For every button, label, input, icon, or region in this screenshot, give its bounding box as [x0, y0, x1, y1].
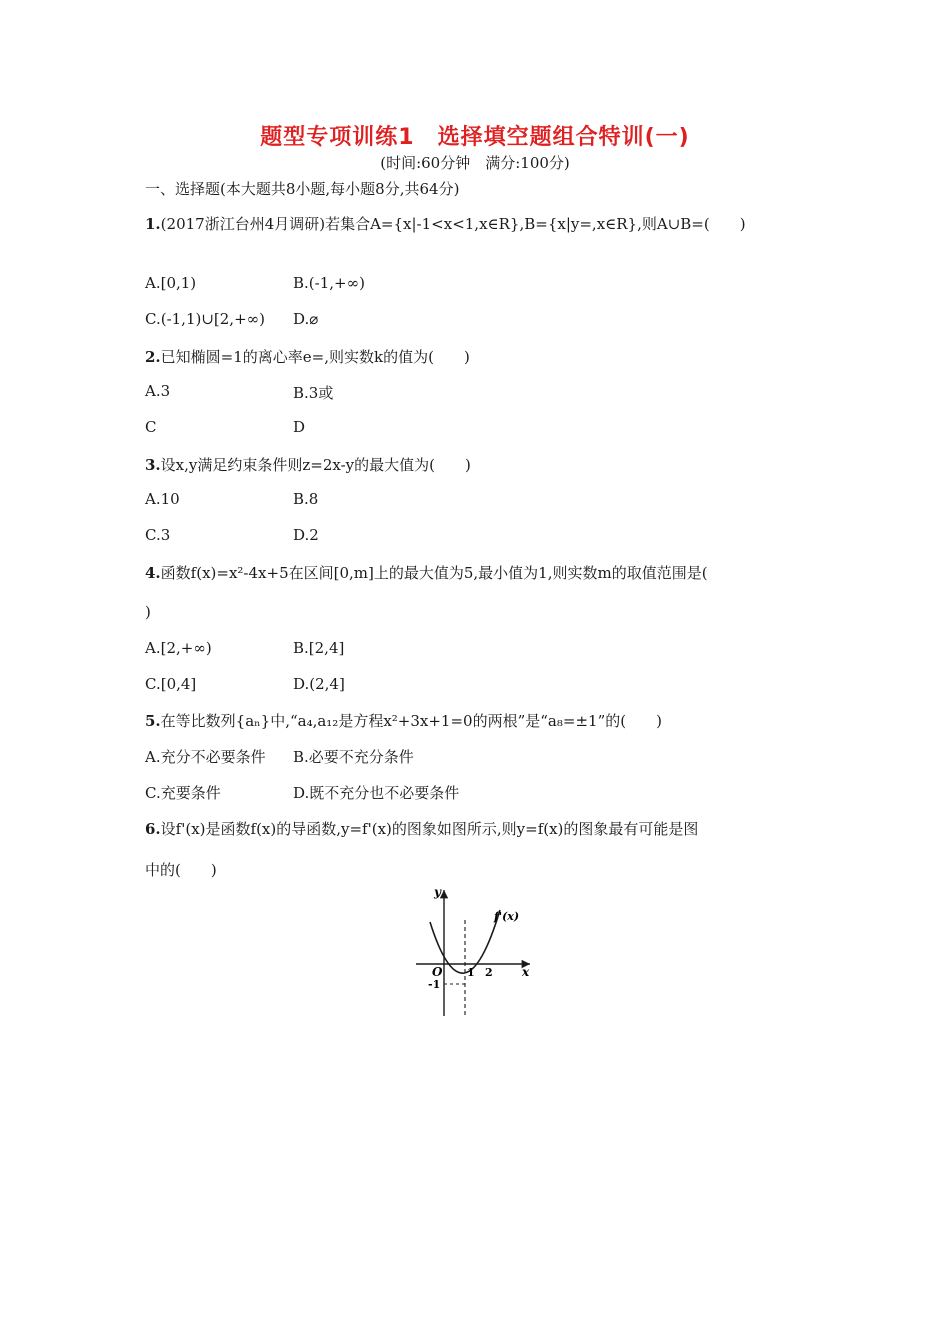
curve-label: f'(x)	[494, 910, 520, 923]
question-number: 1.	[145, 215, 161, 233]
tick-label-2: 2	[485, 966, 493, 979]
option-a: A.充分不必要条件	[145, 748, 266, 766]
question-4-continued: )	[145, 603, 151, 621]
option-d: D.⌀	[293, 310, 319, 328]
option-b: B.(-1,+∞)	[293, 274, 365, 292]
derivative-graph-figure	[412, 880, 542, 1020]
question-text: (2017浙江台州4月调研)若集合A={x|-1<x<1,x∈R},B={x|y=,x∈R},则A∪B=( )	[160, 215, 746, 233]
option-a: A.3	[145, 382, 171, 400]
option-c: C.[0,4]	[145, 675, 197, 693]
question-2	[145, 346, 470, 367]
option-b: B.[2,4]	[293, 639, 345, 657]
question-1	[145, 213, 746, 234]
question-number: 6.	[145, 820, 161, 838]
page-title: 题型专项训练1 选择填空题组合特训(一)	[260, 125, 690, 150]
question-4	[145, 562, 708, 583]
option-b: B.3或	[293, 384, 334, 402]
option-d: D	[293, 418, 306, 436]
question-number: 3.	[145, 456, 161, 474]
question-6	[145, 818, 698, 839]
page-subtitle: (时间:60分钟 满分:100分)	[380, 154, 570, 172]
question-5	[145, 710, 662, 731]
option-c: C	[145, 418, 157, 436]
question-number: 4.	[145, 564, 161, 582]
option-c: C.(-1,1)∪[2,+∞)	[145, 310, 265, 328]
tick-label-1: 1	[467, 966, 475, 979]
option-a: A.10	[145, 490, 180, 508]
option-c: C.充要条件	[145, 784, 221, 802]
option-b: B.8	[293, 490, 319, 508]
question-text: 设x,y满足约束条件则z=2x-y的最大值为( )	[160, 456, 471, 474]
option-a: A.[0,1)	[145, 274, 197, 292]
question-6-continued: 中的( )	[145, 861, 217, 879]
y-axis-label: y	[434, 885, 441, 899]
question-text: 函数f(x)=x²-4x+5在区间[0,m]上的最大值为5,最小值为1,则实数m的取值范围是(	[160, 564, 708, 582]
option-d: D.(2,4]	[293, 675, 345, 693]
question-number: 2.	[145, 348, 161, 366]
question-text: 在等比数列{aₙ}中,“a₄,a₁₂是方程x²+3x+1=0的两根”是“a₈=±1”的( )	[160, 712, 662, 730]
option-c: C.3	[145, 526, 171, 544]
question-text: 已知椭圆=1的离心率e=,则实数k的值为( )	[160, 348, 470, 366]
option-b: B.必要不充分条件	[293, 748, 414, 766]
option-d: D.既不充分也不必要条件	[293, 784, 460, 802]
question-text: 设f'(x)是函数f(x)的导函数,y=f'(x)的图象如图所示,则y=f(x)的图象最有可能是图	[160, 820, 699, 838]
option-d: D.2	[293, 526, 319, 544]
question-number: 5.	[145, 712, 161, 730]
origin-label: O	[432, 965, 443, 979]
section-heading: 一、选择题(本大题共8小题,每小题8分,共64分)	[145, 180, 460, 198]
option-a: A.[2,+∞)	[145, 639, 212, 657]
question-3	[145, 454, 471, 475]
x-axis-label: x	[522, 965, 530, 979]
tick-label-neg1: -1	[428, 978, 441, 991]
